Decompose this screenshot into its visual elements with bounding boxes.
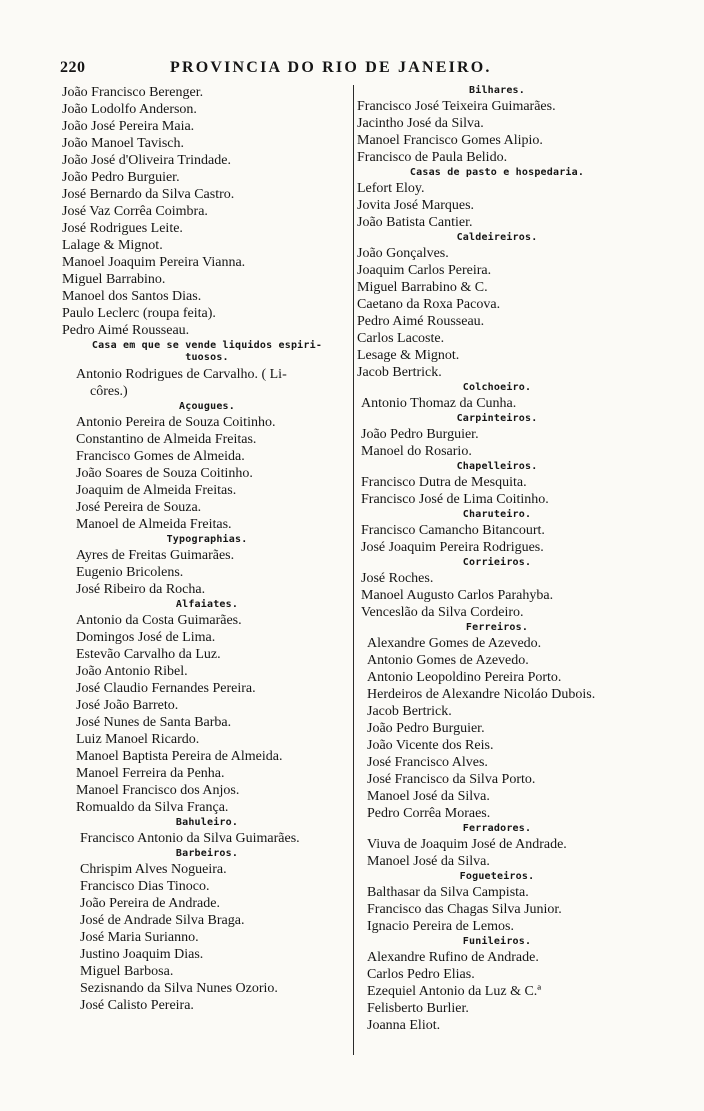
list-item: Manoel dos Santos Dias. (62, 289, 202, 304)
section-heading-carpinteiros: Carpinteiros. (456, 413, 538, 424)
list-item: João Pedro Burguier. (62, 170, 180, 185)
list-item: Herdeiros de Alexandre Nicoláo Dubois. (367, 687, 596, 702)
running-title: PROVINCIA DO RIO DE JANEIRO. (170, 59, 492, 76)
section-heading-funileiros: Funileiros. (462, 936, 532, 947)
list-item: Manoel Francisco Gomes Alipio. (357, 133, 543, 148)
section-casas-de-pasto (357, 180, 697, 231)
list-item: Manoel Augusto Carlos Parahyba. (361, 588, 554, 603)
section-bilhares (357, 98, 697, 166)
list-item: João Gonçalves. (357, 246, 449, 261)
list-item: Luiz Manoel Ricardo. (76, 732, 200, 747)
section-funileiros (357, 949, 697, 1034)
list-item: João Francisco Berenger. (62, 85, 204, 100)
list-item: Manoel Ferreira da Penha. (76, 766, 225, 781)
list-item: Francisco Camancho Bitancourt. (361, 523, 545, 538)
list-item: Constantino de Almeida Freitas. (76, 432, 257, 447)
list-item: José Rodrigues Leite. (62, 221, 183, 236)
section-ferreiros (357, 635, 697, 822)
list-item: Caetano da Roxa Pacova. (357, 297, 501, 312)
section-heading-bahuleiro: Bahuleiro. (175, 817, 239, 828)
section-carpinteiros (357, 426, 697, 460)
section-heading-ferreiros: Ferreiros. (465, 622, 529, 633)
list-item: José Francisco Alves. (367, 755, 488, 770)
list-item: Romualdo da Silva França. (76, 800, 229, 815)
list-item: João Vicente dos Reis. (367, 738, 494, 753)
list-item: Balthasar da Silva Campista. (367, 885, 529, 900)
list-item: Antonio da Costa Guimarães. (76, 613, 242, 628)
list-item: Manoel Baptista Pereira de Almeida. (76, 749, 283, 764)
section-fogueteiros (357, 884, 697, 935)
left-column (62, 84, 352, 1014)
list-item: Antonio Gomes de Azevedo. (367, 653, 529, 668)
section-barbeiros (62, 861, 352, 1014)
column-divider (353, 85, 354, 1055)
list-item: José Joaquim Pereira Rodrigues. (361, 540, 544, 555)
list-item: João Antonio Ribel. (76, 664, 188, 679)
list-item: Pedro Aimé Rousseau. (357, 314, 485, 329)
section-casa (62, 366, 352, 400)
list-item: João Pedro Burguier. (367, 721, 485, 736)
section-ferradores (357, 836, 697, 870)
list-item: José Francisco da Silva Porto. (367, 772, 536, 787)
list-item: João Soares de Souza Coitinho. (76, 466, 253, 481)
section-typographias (62, 547, 352, 598)
list-item: José Ribeiro da Rocha. (76, 582, 206, 597)
list-item: Francisco de Paula Belido. (357, 150, 508, 165)
list-item: Alexandre Gomes de Azevedo. (367, 636, 542, 651)
list-item: Manoel de Almeida Freitas. (76, 517, 232, 532)
list-item: Lefort Eloy. (357, 181, 425, 196)
section-heading-barbeiros: Barbeiros. (175, 848, 239, 859)
section-heading-colchoeiro: Colchoeiro. (462, 382, 532, 393)
section-heading-caldeireiros: Caldeireiros. (456, 232, 538, 243)
list-item: Jacintho José da Silva. (357, 116, 484, 131)
list-item: João José Pereira Maia. (62, 119, 195, 134)
list-item: João Manoel Tavisch. (62, 136, 185, 151)
list-item: José Nunes de Santa Barba. (76, 715, 232, 730)
list-item: João José d'Oliveira Trindade. (62, 153, 231, 168)
list-item: Carlos Lacoste. (357, 331, 445, 346)
list-item: Ezequiel Antonio da Luz & C.ª (367, 984, 542, 999)
list-item: Paulo Leclerc (roupa feita). (62, 306, 216, 321)
page-number: 220 (60, 59, 86, 76)
list-item: Justino Joaquim Dias. (80, 947, 204, 962)
section-heading-fogueteiros: Fogueteiros. (459, 871, 535, 882)
section-colchoeiro (357, 395, 697, 412)
list-item: Miguel Barrabino & C. (357, 280, 488, 295)
list-item: Joaquim Carlos Pereira. (357, 263, 492, 278)
list-item: Francisco Dias Tinoco. (80, 879, 210, 894)
section-heading-corrieiros: Corrieiros. (462, 557, 532, 568)
list-item: Joaquim de Almeida Freitas. (76, 483, 237, 498)
page-header (60, 59, 544, 81)
list-item: João Lodolfo Anderson. (62, 102, 197, 117)
list-item: Antonio Rodrigues de Carvalho. ( Li- (76, 367, 287, 382)
section-charuteiro (357, 522, 697, 556)
list-item: Francisco José de Lima Coitinho. (361, 492, 549, 507)
list-item: Jovita José Marques. (357, 198, 475, 213)
list-item: José Calisto Pereira. (80, 998, 194, 1013)
list-item: José Roches. (361, 571, 434, 586)
section-heading-alfaiates: Alfaiates. (175, 599, 239, 610)
list-item-continuation: côres.) (90, 384, 128, 399)
section-heading-charuteiro: Charuteiro. (462, 509, 532, 520)
section-corrieiros (357, 570, 697, 621)
section-caldeireiros (357, 245, 697, 381)
list-item: João Pereira de Andrade. (80, 896, 220, 911)
section-heading-acougues: Açougues. (179, 401, 235, 412)
list-item: Carlos Pedro Elias. (367, 967, 475, 982)
list-item: Jacob Bertrick. (357, 365, 442, 380)
section-chapelleiros (357, 474, 697, 508)
list-item: Antonio Thomaz da Cunha. (361, 396, 517, 411)
list-item: Lesage & Mignot. (357, 348, 460, 363)
list-item: Antonio Pereira de Souza Coitinho. (76, 415, 276, 430)
list-item: Felisberto Burlier. (367, 1001, 469, 1016)
section-names-continued (62, 84, 352, 339)
list-item: José Pereira de Souza. (76, 500, 202, 515)
list-item: José Vaz Corrêa Coimbra. (62, 204, 208, 219)
list-item: Manoel Francisco dos Anjos. (76, 783, 240, 798)
list-item: Manoel do Rosario. (361, 444, 472, 459)
list-item: Alexandre Rufino de Andrade. (367, 950, 539, 965)
list-item: José Claudio Fernandes Pereira. (76, 681, 256, 696)
section-heading-chapelleiros: Chapelleiros. (456, 461, 538, 472)
list-item: Antonio Leopoldino Pereira Porto. (367, 670, 562, 685)
list-item: Estevão Carvalho da Luz. (76, 647, 221, 662)
list-item: Pedro Corrêa Moraes. (367, 806, 491, 821)
section-heading-line: Casa em que se vende liquidos espiri- (91, 340, 323, 351)
section-acougues (62, 414, 352, 533)
list-item: Manoel José da Silva. (367, 789, 490, 804)
list-item: João Batista Cantier. (357, 215, 473, 230)
list-item: Manoel José da Silva. (367, 854, 490, 869)
section-alfaiates (62, 612, 352, 816)
section-heading-ferradores: Ferradores. (462, 823, 532, 834)
list-item: Sezisnando da Silva Nunes Ozorio. (80, 981, 278, 996)
list-item: Ayres de Freitas Guimarães. (76, 548, 235, 563)
section-heading-line: tuosos. (185, 352, 229, 363)
list-item: João Pedro Burguier. (361, 427, 479, 442)
list-item: Francisco Dutra de Mesquita. (361, 475, 527, 490)
list-item: Eugenio Bricolens. (76, 565, 184, 580)
section-heading-bilhares: Bilhares. (469, 85, 525, 96)
section-bahuleiro (62, 830, 352, 847)
list-item: Miguel Barrabino. (62, 272, 166, 287)
list-item: José Bernardo da Silva Castro. (62, 187, 235, 202)
list-item: Chrispim Alves Nogueira. (80, 862, 227, 877)
list-item: Viuva de Joaquim José de Andrade. (367, 837, 567, 852)
section-heading-typographias: Typographias. (166, 534, 248, 545)
list-item: Miguel Barbosa. (80, 964, 174, 979)
list-item: José de Andrade Silva Braga. (80, 913, 245, 928)
section-heading-casa (62, 339, 352, 366)
list-item: Venceslão da Silva Cordeiro. (361, 605, 524, 620)
list-item: José Maria Surianno. (80, 930, 199, 945)
list-item: Ignacio Pereira de Lemos. (367, 919, 514, 934)
right-column (357, 84, 697, 1034)
list-item: Pedro Aimé Rousseau. (62, 323, 190, 338)
list-item: Jacob Bertrick. (367, 704, 452, 719)
list-item: Joanna Eliot. (367, 1018, 441, 1033)
list-item: Lalage & Mignot. (62, 238, 163, 253)
list-item: Francisco das Chagas Silva Junior. (367, 902, 562, 917)
section-heading-casas-de-pasto: Casas de pasto e hospedaria. (409, 167, 585, 178)
list-item: José João Barreto. (76, 698, 179, 713)
list-item: Manoel Joaquim Pereira Vianna. (62, 255, 246, 270)
list-item: Francisco Antonio da Silva Guimarães. (80, 831, 300, 846)
list-item: Domingos José de Lima. (76, 630, 216, 645)
list-item: Francisco Gomes de Almeida. (76, 449, 245, 464)
list-item: Francisco José Teixeira Guimarães. (357, 99, 556, 114)
